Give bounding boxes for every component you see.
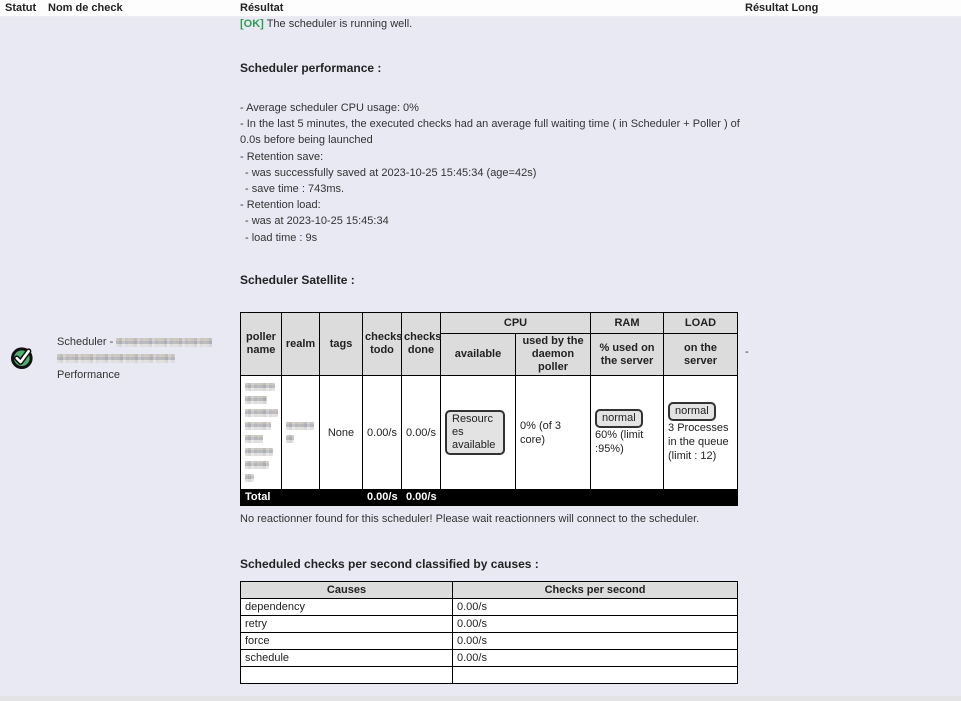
total-label: Total xyxy=(241,490,363,506)
column-header-statut: Statut xyxy=(5,2,37,14)
total-checks-done: 0.00/s xyxy=(402,490,441,506)
perf-line: - load time : 9s xyxy=(245,231,318,244)
cause-value: 0.00/s xyxy=(453,599,738,616)
cause-name: dependency xyxy=(241,599,453,616)
cause-value: 0.00/s xyxy=(453,616,738,633)
cause-name: force xyxy=(241,633,453,650)
section-title-causes: Scheduled checks per second classified by causes : xyxy=(240,557,539,571)
cpu-used-cell: 0% (of 3 core) xyxy=(516,376,591,490)
perf-line: - In the last 5 minutes, the executed checks had an average full waiting time ( in Scheduler + Poller ) of xyxy=(240,118,740,131)
th-checks-todo: checks todo xyxy=(363,313,402,376)
perf-line: - Retention load: xyxy=(240,199,321,212)
cause-value: 0.00/s xyxy=(453,650,738,667)
total-empty xyxy=(441,490,738,506)
th-cpu-available: available xyxy=(441,334,516,376)
satellite-table xyxy=(240,312,738,506)
ok-badge: [OK] xyxy=(240,18,264,30)
column-header-resultat: Résultat xyxy=(240,2,284,14)
column-header-nom-de-check: Nom de check xyxy=(48,2,123,14)
cause-row xyxy=(241,616,738,633)
poller-name-cell xyxy=(241,376,282,490)
perf-line: 0.0s before being launched xyxy=(240,134,373,147)
list-header-row xyxy=(0,0,961,17)
redacted-text xyxy=(286,422,315,443)
load-normal-badge[interactable]: normal xyxy=(668,402,716,421)
causes-total-row xyxy=(241,667,738,684)
redacted-text xyxy=(116,338,212,347)
load-cell xyxy=(664,376,738,490)
cause-row xyxy=(241,650,738,667)
check-circle-icon xyxy=(10,345,35,370)
th-realm: realm xyxy=(282,313,320,376)
total-checks-todo: 0.00/s xyxy=(363,490,402,506)
load-text: 3 Processes in the queue (limit : 12) xyxy=(668,422,729,462)
perf-line: - was at 2023-10-25 15:45:34 xyxy=(245,215,389,228)
check-name-prefix: Scheduler - xyxy=(57,336,114,348)
perf-line: - was successfully saved at 2023-10-25 15:45:34 (age=42s) xyxy=(245,166,537,179)
th-tags: tags xyxy=(320,313,363,376)
redacted-text xyxy=(57,354,175,363)
resources-available-badge[interactable]: Resources available xyxy=(445,410,505,455)
ram-normal-badge[interactable]: normal xyxy=(595,409,643,428)
checks-todo-cell: 0.00/s xyxy=(363,376,402,490)
ram-cell xyxy=(591,376,664,490)
th-checks-done: checks done xyxy=(402,313,441,376)
cause-row xyxy=(241,599,738,616)
column-header-resultat-long: Résultat Long xyxy=(745,2,819,14)
ram-usage-text: 60% (limit :95%) xyxy=(595,429,644,455)
tags-cell: None xyxy=(320,376,363,490)
section-title-satellite: Scheduler Satellite : xyxy=(240,273,355,287)
poller-row xyxy=(241,376,738,490)
redacted-text xyxy=(245,383,277,482)
causes-table xyxy=(240,581,738,684)
check-name xyxy=(57,334,232,383)
th-ram-sub: % used on the server xyxy=(591,334,664,376)
check-name-line-3: Performance xyxy=(57,368,120,381)
th-checks-per-second: Checks per second xyxy=(453,582,738,599)
section-title-performance: Scheduler performance : xyxy=(240,61,382,75)
bottom-edge xyxy=(0,696,961,701)
th-cpu-used: used by the daemon poller xyxy=(516,334,591,376)
cpu-available-cell xyxy=(441,376,516,490)
cause-row xyxy=(241,633,738,650)
th-load: LOAD xyxy=(664,313,738,334)
total-value: 0.00/s xyxy=(453,667,738,684)
result-status-text: The scheduler is running well. xyxy=(266,18,413,30)
satellite-total-row xyxy=(241,490,738,506)
total-label: Total xyxy=(241,667,453,684)
cause-value: 0.00/s xyxy=(453,633,738,650)
cause-name: schedule xyxy=(241,650,453,667)
check-name-line-1 xyxy=(57,334,232,350)
cause-name: retry xyxy=(241,616,453,633)
checks-done-cell: 0.00/s xyxy=(402,376,441,490)
perf-line: - Retention save: xyxy=(240,150,324,163)
performance-details xyxy=(240,100,740,246)
th-cpu: CPU xyxy=(441,313,591,334)
no-reactionner-message: No reactionner found for this scheduler! Please wait reactionners will connect to the scheduler. xyxy=(240,513,700,525)
check-name-line-2 xyxy=(57,350,232,366)
perf-line: - Average scheduler CPU usage: 0% xyxy=(240,102,419,114)
th-poller-name: poller name xyxy=(241,313,282,376)
perf-line: - save time : 743ms. xyxy=(245,183,345,196)
th-ram: RAM xyxy=(591,313,664,334)
result-long-value: - xyxy=(745,346,749,358)
realm-cell xyxy=(282,376,320,490)
th-load-sub: on the server xyxy=(664,334,738,376)
result-status-line xyxy=(240,18,412,30)
th-causes: Causes xyxy=(241,582,453,599)
